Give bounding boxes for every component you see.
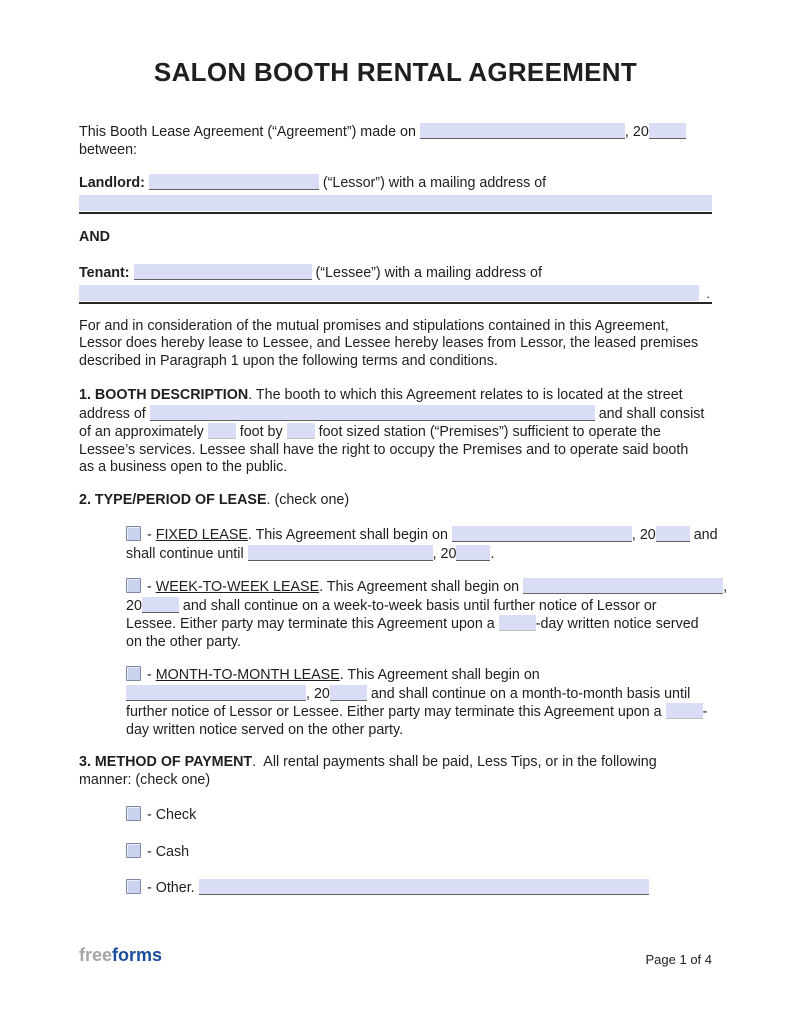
fixed-text: , 20: [631, 527, 656, 543]
page-number: Page 1 of 4: [645, 952, 712, 967]
landlord-line: [79, 174, 712, 193]
tenant-line: [79, 264, 712, 283]
intro-text: This Booth Lease Agreement (“Agreement”) made on: [79, 124, 420, 140]
weekly-text: and shall continue on a week-to-week basis until further notice of Lessor or: [178, 597, 657, 614]
landlord-text: (“Lessor”) with a mailing address of: [318, 175, 547, 191]
fixed-begin-year-field[interactable]: [656, 526, 690, 542]
dash-text: -: [143, 667, 156, 683]
logo-free-text: free: [79, 945, 113, 965]
monthly-lease-option: [126, 666, 712, 739]
intro-year-prefix: , 20: [624, 124, 649, 140]
monthly-lease-name: MONTH-TO-MONTH LEASE: [155, 667, 340, 683]
payment-check-checkbox[interactable]: [126, 806, 141, 821]
fixed-lease-checkbox[interactable]: [126, 526, 141, 541]
freeforms-logo: [79, 946, 162, 964]
s1-text: of an approximately: [79, 424, 208, 440]
s1-text: foot by: [235, 424, 287, 440]
made-on-date-field[interactable]: [420, 123, 625, 139]
section-2-heading-line: [79, 492, 712, 510]
and-separator: AND: [79, 228, 110, 245]
weekly-text: . This Agreement shall begin on: [319, 579, 524, 595]
payment-other-checkbox[interactable]: [126, 879, 141, 894]
s1-text: address of: [79, 405, 150, 422]
s1-text: foot sized station (“Premises”) sufficient to operate the: [314, 424, 661, 440]
monthly-text: further notice of Lessor or Lessee. Either party may terminate this Agreement upon a: [126, 704, 666, 720]
weekly-line-3: [126, 615, 712, 634]
dash-text: -: [143, 579, 156, 595]
monthly-line-4: day written notice served on the other party.: [126, 721, 404, 738]
page-title: SALON BOOTH RENTAL AGREEMENT: [153, 57, 638, 87]
landlord-address-line: [79, 195, 712, 214]
fixed-line-2: [126, 545, 712, 564]
s3-heading: 3. METHOD OF PAYMENT: [79, 754, 253, 770]
tenant-label: Tenant:: [79, 265, 130, 281]
s1-line-4: Lessee’s services. Lessee shall have the right to occupy the Premises and to operate said booth: [79, 441, 689, 458]
monthly-text: , 20: [306, 685, 330, 702]
weekly-text: 20: [126, 597, 142, 614]
monthly-text: and shall continue on a month-to-month basis until: [366, 685, 691, 702]
monthly-text: -: [702, 704, 708, 720]
weekly-line-2: [126, 597, 712, 616]
landlord-address-field[interactable]: [79, 195, 712, 211]
landlord-name-field[interactable]: [149, 174, 319, 190]
fixed-lease-name: FIXED LEASE: [155, 527, 248, 543]
s1-line-5: as a business open to the public.: [79, 459, 288, 475]
weekly-line-4: on the other party.: [126, 633, 241, 650]
fixed-line-1: [126, 526, 718, 545]
fixed-text: shall continue until: [126, 545, 248, 562]
payment-check-row: [126, 806, 712, 825]
weekly-line-1: [126, 578, 728, 597]
payment-cash-label: - Cash: [143, 843, 190, 860]
section-1-booth-description: [79, 387, 712, 477]
s1-heading: 1. BOOTH DESCRIPTION: [79, 387, 249, 403]
section-3-method-of-payment: [79, 754, 712, 789]
payment-other-row: [126, 879, 712, 898]
monthly-begin-date-field[interactable]: [126, 685, 306, 701]
fixed-text: and: [689, 527, 718, 543]
weekly-begin-year-field[interactable]: [142, 597, 179, 613]
document-content: [79, 0, 728, 898]
tenant-clause: [79, 264, 712, 304]
s1-line-2: [79, 405, 712, 424]
logo-forms-text: forms: [112, 945, 163, 965]
s1-text: . The booth to which this Agreement relates to is located at the street: [248, 387, 683, 403]
intro-paragraph: [79, 123, 712, 159]
street-address-field[interactable]: [150, 405, 595, 421]
tenant-address-field[interactable]: [79, 285, 699, 301]
booth-length-field[interactable]: [287, 423, 315, 439]
landlord-clause: [79, 174, 712, 214]
monthly-line-1: [126, 666, 712, 685]
intro-between-text: between:: [79, 141, 138, 158]
payment-check-label: - Check: [143, 807, 197, 823]
s3-line-2: manner: (check one): [79, 771, 211, 788]
payment-cash-row: [126, 843, 712, 862]
s1-text: and shall consist: [594, 405, 705, 422]
fixed-end-year-field[interactable]: [456, 545, 490, 561]
payment-other-label: - Other.: [143, 880, 199, 896]
weekly-lease-name: WEEK-TO-WEEK LEASE: [155, 579, 320, 595]
made-on-year-field[interactable]: [649, 123, 686, 139]
payment-cash-checkbox[interactable]: [126, 843, 141, 858]
monthly-text: . This Agreement shall begin on: [339, 667, 540, 683]
s1-line-1: [79, 387, 712, 405]
s3-line-1: [79, 754, 712, 772]
tenant-address-line: [79, 285, 712, 304]
consideration-line-1: For and in consideration of the mutual promises and stipulations contained in this Agreement,: [79, 317, 669, 334]
weekly-lease-checkbox[interactable]: [126, 578, 141, 593]
weekly-text: -day written notice served: [535, 616, 699, 632]
fixed-text: .: [490, 545, 495, 562]
tenant-name-field[interactable]: [134, 264, 312, 280]
weekly-lease-option: [126, 578, 728, 651]
monthly-begin-year-field[interactable]: [330, 685, 367, 701]
fixed-begin-date-field[interactable]: [452, 526, 632, 542]
consideration-paragraph: [79, 318, 712, 371]
fixed-lease-option: [126, 526, 718, 563]
fixed-text: , 20: [432, 545, 457, 562]
tenant-period: .: [706, 286, 710, 301]
payment-other-field[interactable]: [199, 879, 649, 895]
s2-heading: 2. TYPE/PERIOD OF LEASE: [79, 491, 267, 508]
landlord-label: Landlord:: [79, 175, 145, 191]
monthly-lease-checkbox[interactable]: [126, 666, 141, 681]
fixed-end-date-field[interactable]: [248, 545, 433, 561]
intro-line-1: [79, 123, 712, 142]
page-footer: [79, 946, 712, 967]
s1-line-3: [79, 423, 712, 442]
monthly-notice-days-field[interactable]: [666, 703, 703, 719]
fixed-text: . This Agreement shall begin on: [247, 527, 452, 543]
consideration-line-2: Lessor does hereby lease to Lessee, and Lessee hereby leases from Lessor, the leased premises: [79, 335, 699, 351]
weekly-text: ,: [723, 579, 728, 595]
monthly-line-2: [126, 685, 712, 704]
weekly-notice-days-field[interactable]: [499, 615, 536, 631]
weekly-text: Lessee. Either party may terminate this Agreement upon a: [126, 616, 499, 632]
s3-text: . All rental payments shall be paid, Less Tips, or in the following: [252, 754, 657, 770]
weekly-begin-date-field[interactable]: [523, 578, 723, 594]
tenant-text: (“Lessee”) with a mailing address of: [311, 265, 542, 281]
consideration-line-3: described in Paragraph 1 upon the following terms and conditions.: [79, 352, 498, 369]
booth-width-field[interactable]: [208, 423, 236, 439]
s2-heading-rest: . (check one): [266, 491, 350, 508]
dash-text: -: [143, 527, 156, 543]
monthly-line-3: [126, 703, 712, 722]
